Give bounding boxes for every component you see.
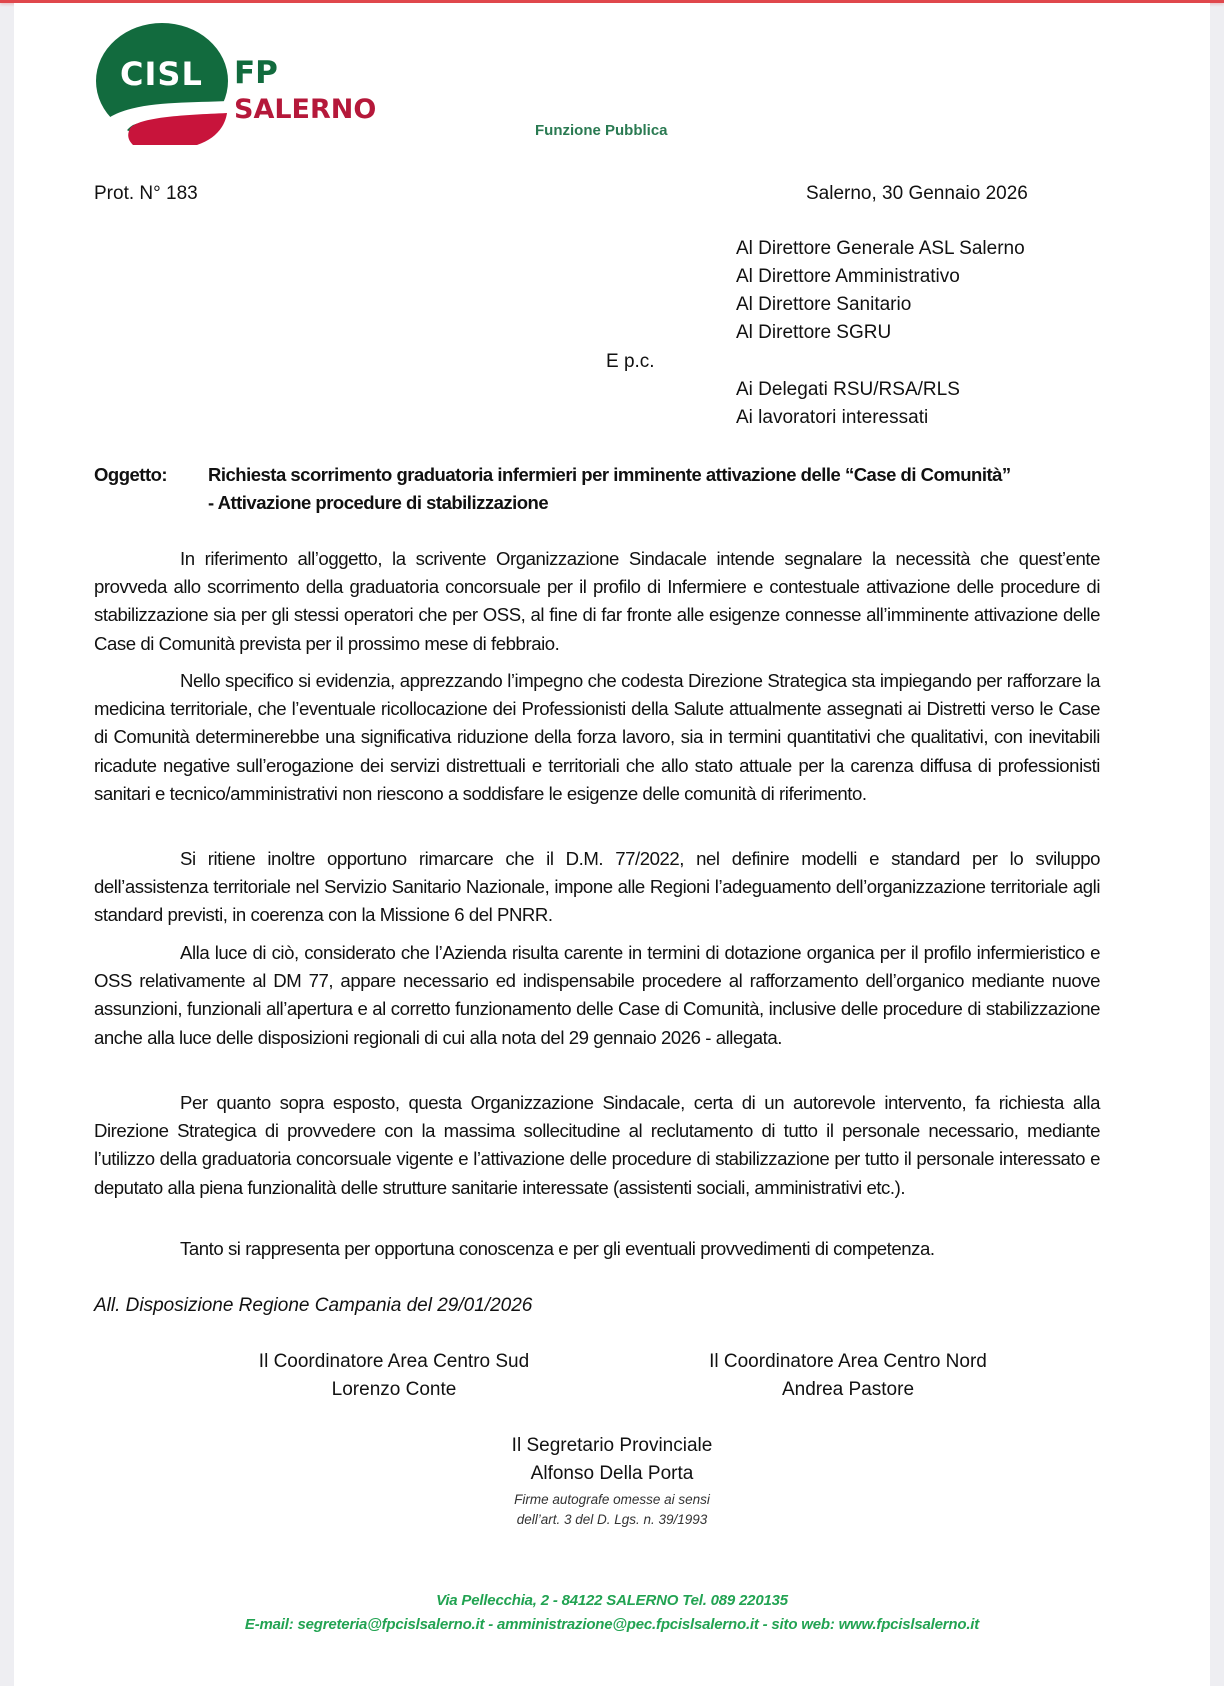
signature-role: Il Segretario Provinciale <box>511 1435 713 1456</box>
signature-note: Firme autografe omesse ai sensi dell’art. 3 del D. Lgs. n. 39/1993 <box>514 1492 710 1527</box>
recipient: Al Direttore Sanitario <box>736 294 912 315</box>
footer-contacts: E-mail: segreteria@fpcislsalerno.it - amministrazione@pec.fpcislsalerno.it - sito web: www.fpcislsalerno.it <box>244 1616 980 1633</box>
subject-label: Oggetto: <box>94 464 168 485</box>
recipient: Ai Delegati RSU/RSA/RLS <box>736 379 960 400</box>
logo-city-text: SALERNO <box>234 94 377 125</box>
signature-role: Il Coordinatore Area Centro Sud <box>258 1351 530 1372</box>
recipient: Ai lavoratori interessati <box>736 407 929 428</box>
recipients-primary <box>736 235 1025 347</box>
tagline: Funzione Pubblica <box>535 122 668 139</box>
cc-label: E p.c. <box>606 351 655 372</box>
signature-role: Il Coordinatore Area Centro Nord <box>709 1351 987 1372</box>
body-paragraph: In riferimento all’oggetto, la scrivente Organizzazione Sindacale intende segnalare la necessità che quest’ente provveda allo scorrimento della graduatoria concorsuale per il profilo di Infermiere e contestuale attivazione delle procedure di stabilizzazione sia per gli stessi operatori che per OSS, al fine di far fronte alle esigenze connesse all’imminente attivazione delle Case di Comunità prevista per il prossimo mese di febbraio. <box>94 548 1100 654</box>
body-paragraph: Si ritiene inoltre opportuno rimarcare che il D.M. 77/2022, nel definire modelli e standard per lo sviluppo dell’assistenza territoriale nel Servizio Sanitario Nazionale, impone alle Regioni l’adeguamento dell’organizzazione territoriale agli standard previsti, in coerenza con la Missione 6 del PNRR. <box>94 848 1100 926</box>
recipient: Al Direttore SGRU <box>736 322 892 343</box>
signature-right <box>668 1348 1028 1404</box>
signature-left <box>214 1348 574 1404</box>
recipient: Al Direttore Amministrativo <box>736 266 960 287</box>
protocol-number: Prot. N° 183 <box>94 183 198 204</box>
place-date: Salerno, 30 Gennaio 2026 <box>806 183 1028 204</box>
signature-name: Andrea Pastore <box>781 1379 915 1400</box>
subject-line-2: - Attivazione procedure di stabilizzazione <box>208 492 549 513</box>
signature-name: Alfonso Della Porta <box>530 1463 694 1484</box>
signature-center <box>432 1432 792 1488</box>
body-paragraph: Nello specifico si evidenzia, apprezzando l’impegno che codesta Direzione Strategica sta impiegando per rafforzare la medicina territoriale, che l’eventuale ricollocazione dei Professionisti della Salute attualmente assegnati ai Distretti verso le Case di Comunità determinerebbe una significativa riduzione della forza lavoro, sia in termini quantitativi che qualitativi, con inevitabili ricadute negative sull’erogazione dei servizi distrettuali e territoriali che allo stato attuale per la carenza diffusa di professionisti sanitari e tecnico/amministrativi non riescono a soddisfare le esigenze delle comunità di riferimento. <box>94 670 1100 804</box>
logo-cisl-text: CISL <box>120 55 203 93</box>
footer-address: Via Pellecchia, 2 - 84122 SALERNO Tel. 089 220135 <box>436 1592 788 1609</box>
signature-name: Lorenzo Conte <box>331 1379 457 1400</box>
subject-line-1: Richiesta scorrimento graduatoria infermieri per imminente attivazione delle “Case di Comunità” <box>208 464 1011 485</box>
attachment-note: All. Disposizione Regione Campania del 29/01/2026 <box>94 1295 533 1316</box>
body-paragraph: Per quanto sopra esposto, questa Organizzazione Sindacale, certa di un autorevole intervento, fa richiesta alla Direzione Strategica di provvedere con la massima sollecitudine al reclutamento di tutto il personale necessario, mediante l’utilizzo della graduatoria concorsuale vigente e l’attivazione delle procedure di stabilizzazione per tutto il personale interessato e deputato alla piena funzionalità delle strutture sanitarie interessate (assistenti sociali, amministrativi etc.). <box>94 1092 1100 1198</box>
recipient: Al Direttore Generale ASL Salerno <box>736 238 1025 259</box>
recipients-cc <box>736 376 960 432</box>
logo-fp-text: FP <box>234 55 278 91</box>
body-paragraph: Tanto si rappresenta per opportuna conoscenza e per gli eventuali provvedimenti di competenza. <box>180 1238 935 1259</box>
body-paragraph: Alla luce di ciò, considerato che l’Azienda risulta carente in termini di dotazione organica per il profilo infermieristico e OSS relativamente al DM 77, appare necessario ed indispensabile procedere al rafforzamento dell’organico mediante nuove assunzioni, funzionali all’apertura e al corretto funzionamento delle Case di Comunità, inclusive delle procedure di stabilizzazione anche alla luce delle disposizioni regionali di cui alla nota del 29 gennaio 2026 - allegata. <box>94 942 1100 1048</box>
